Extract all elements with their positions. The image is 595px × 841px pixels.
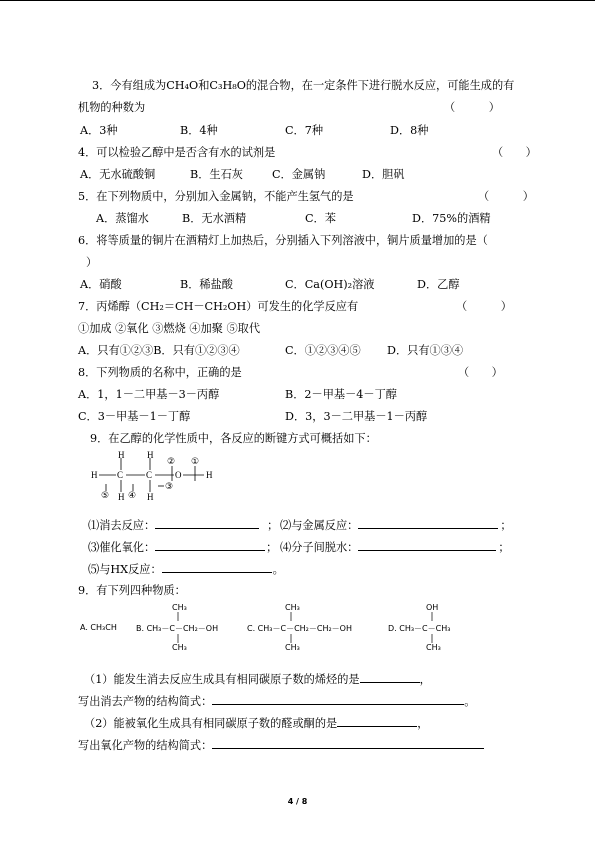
- q7-option-ab: A．只有①②③B．只有①②③④: [78, 344, 240, 357]
- top-rule: [0, 0, 595, 1]
- answer-blank[interactable]: [337, 715, 417, 727]
- q4-option-b: B．生石灰: [190, 168, 243, 181]
- molecule-d-top: OH: [426, 603, 439, 612]
- q8-option-d: D．3，3－二甲基－1－丙醇: [285, 410, 428, 423]
- ethanol-bond-diagram: [88, 450, 228, 502]
- q5-option-c: C．苯: [305, 212, 336, 225]
- molecule-c-main: C. CH₃－C－CH₂－CH₂－OH: [247, 624, 352, 633]
- molecule-d-bonds: [430, 612, 434, 644]
- q9a-reaction-4: ⑷分子间脱水： ；: [280, 541, 510, 554]
- q3-option-c: C．7种: [285, 124, 324, 137]
- q7-stem: 7．丙烯醇（CH₂＝CH－CH₂OH）可发生的化学反应有: [78, 300, 359, 313]
- q6-stem-line1: 6．将等质量的铜片在酒精灯上加热后，分别插入下列溶液中，铜片质量增加的是（: [78, 234, 488, 247]
- molecule-a: A. CH₃CH: [80, 623, 117, 632]
- page-number: 4 / 8: [287, 797, 308, 806]
- q7-reaction-list: ①加成 ②氧化 ③燃烧 ④加聚 ⑤取代: [78, 322, 261, 335]
- q5-option-a: A．蒸馏水: [96, 212, 149, 225]
- diagram-h-left: H: [91, 470, 98, 480]
- q9a-reaction-1: ⑴消去反应： ；: [88, 519, 279, 532]
- diagram-bond-1: ①: [191, 457, 200, 467]
- q3-answer-paren: （ ）: [444, 101, 500, 114]
- diagram-bond-2: ②: [167, 457, 176, 467]
- q9b-stem: 9．有下列四种物质：: [78, 584, 186, 597]
- q9b-part-1: （1）能发生消去反应生成具有相同碳原子数的烯烃的是 ，: [84, 673, 431, 686]
- q6-option-a: A．硝酸: [80, 278, 122, 291]
- q7-option-c: C．①②③④⑤: [285, 344, 361, 357]
- molecule-d-main: D. CH₃－C－CH₃: [388, 624, 451, 633]
- q9a-stem: 9．在乙醇的化学性质中，各反应的断键方式可概括如下：: [90, 432, 377, 445]
- molecule-d-bottom: CH₃: [426, 643, 441, 652]
- q4-stem: 4．可以检验乙醇中是否含有水的试剂是: [78, 146, 276, 159]
- molecule-c-bonds: [289, 612, 293, 644]
- q9a-reaction-5: ⑸与HX反应： 。: [88, 563, 284, 576]
- molecule-b-bonds: [176, 612, 180, 644]
- answer-blank[interactable]: [358, 539, 496, 551]
- q3-stem-line1: 3．今有组成为CH₄O和C₃H₈O的混合物，在一定条件下进行脱水反应，可能生成的有: [92, 79, 515, 92]
- diagram-h-top1: H: [118, 450, 125, 460]
- q8-option-a: A．1，1－二甲基－3－丙醇: [78, 388, 220, 401]
- q7-answer-paren: （ ）: [456, 300, 512, 313]
- q6-option-d: D．乙醇: [417, 278, 460, 291]
- q3-option-a: A．3种: [80, 124, 118, 137]
- molecule-c-top: CH₃: [285, 603, 300, 612]
- diagram-c2: C: [146, 470, 153, 480]
- diagram-bond-4: ④: [128, 491, 137, 501]
- q8-answer-paren: （ ）: [458, 366, 503, 379]
- diagram-h-bot1: H: [118, 492, 125, 502]
- molecule-b-main: B. CH₃－C－CH₂－OH: [136, 624, 219, 633]
- diagram-o: O: [175, 470, 182, 480]
- answer-blank[interactable]: [358, 517, 498, 529]
- q4-option-d: D．胆矾: [362, 168, 405, 181]
- diagram-h-top2: H: [147, 450, 154, 460]
- diagram-bond-5: ⑤: [101, 491, 110, 501]
- q5-option-d: D．75%的酒精: [412, 212, 491, 225]
- answer-blank[interactable]: [212, 737, 484, 749]
- q5-option-b: B．无水酒精: [182, 212, 247, 225]
- q8-option-b: B．2－甲基－4－丁醇: [285, 388, 397, 401]
- q4-option-c: C．金属钠: [272, 168, 326, 181]
- diagram-h-bot2: H: [147, 492, 154, 502]
- q6-option-c: C．Ca(OH)₂溶液: [285, 278, 375, 291]
- q5-stem: 5．在下列物质中，分别加入金属钠，不能产生氢气的是: [78, 190, 354, 203]
- q3-option-d: D．8种: [390, 124, 429, 137]
- diagram-bond-3: ③: [165, 482, 174, 492]
- diagram-c1: C: [117, 470, 124, 480]
- q5-answer-paren: （ ）: [478, 190, 534, 203]
- q4-option-a: A．无水硫酸铜: [80, 168, 156, 181]
- q6-option-b: B．稀盐酸: [180, 278, 233, 291]
- q3-option-b: B．4种: [180, 124, 218, 137]
- q7-option-d: D．只有①③④: [387, 344, 464, 357]
- q6-stem-line2: ）: [86, 256, 98, 269]
- q8-option-c: C．3－甲基－1－丁醇: [78, 410, 191, 423]
- diagram-h-right: H: [206, 470, 213, 480]
- q4-answer-paren: （ ）: [492, 146, 537, 159]
- q9b-part-1-product: 写出消去产物的结构简式： 。: [78, 695, 476, 708]
- q9b-part-2-product: 写出氧化产物的结构简式：: [78, 737, 484, 753]
- molecule-b-top: CH₃: [172, 603, 187, 612]
- q9b-part-2: （2）能被氧化生成具有相同碳原子数的醛或酮的是 ，: [84, 717, 429, 730]
- molecule-b-bottom: CH₃: [172, 643, 187, 652]
- q9a-reaction-3: ⑶催化氧化： ；: [88, 541, 278, 554]
- answer-blank[interactable]: [212, 693, 464, 705]
- answer-blank[interactable]: [155, 539, 265, 551]
- answer-blank[interactable]: [162, 561, 272, 573]
- answer-blank[interactable]: [155, 517, 259, 529]
- molecule-c-bottom: CH₃: [285, 643, 300, 652]
- q8-stem: 8．下列物质的名称中，正确的是: [78, 366, 242, 379]
- q9a-reaction-2: ⑵与金属反应： ；: [280, 519, 512, 532]
- answer-blank[interactable]: [360, 671, 420, 683]
- q3-stem-line2: 机物的种数为: [78, 101, 146, 114]
